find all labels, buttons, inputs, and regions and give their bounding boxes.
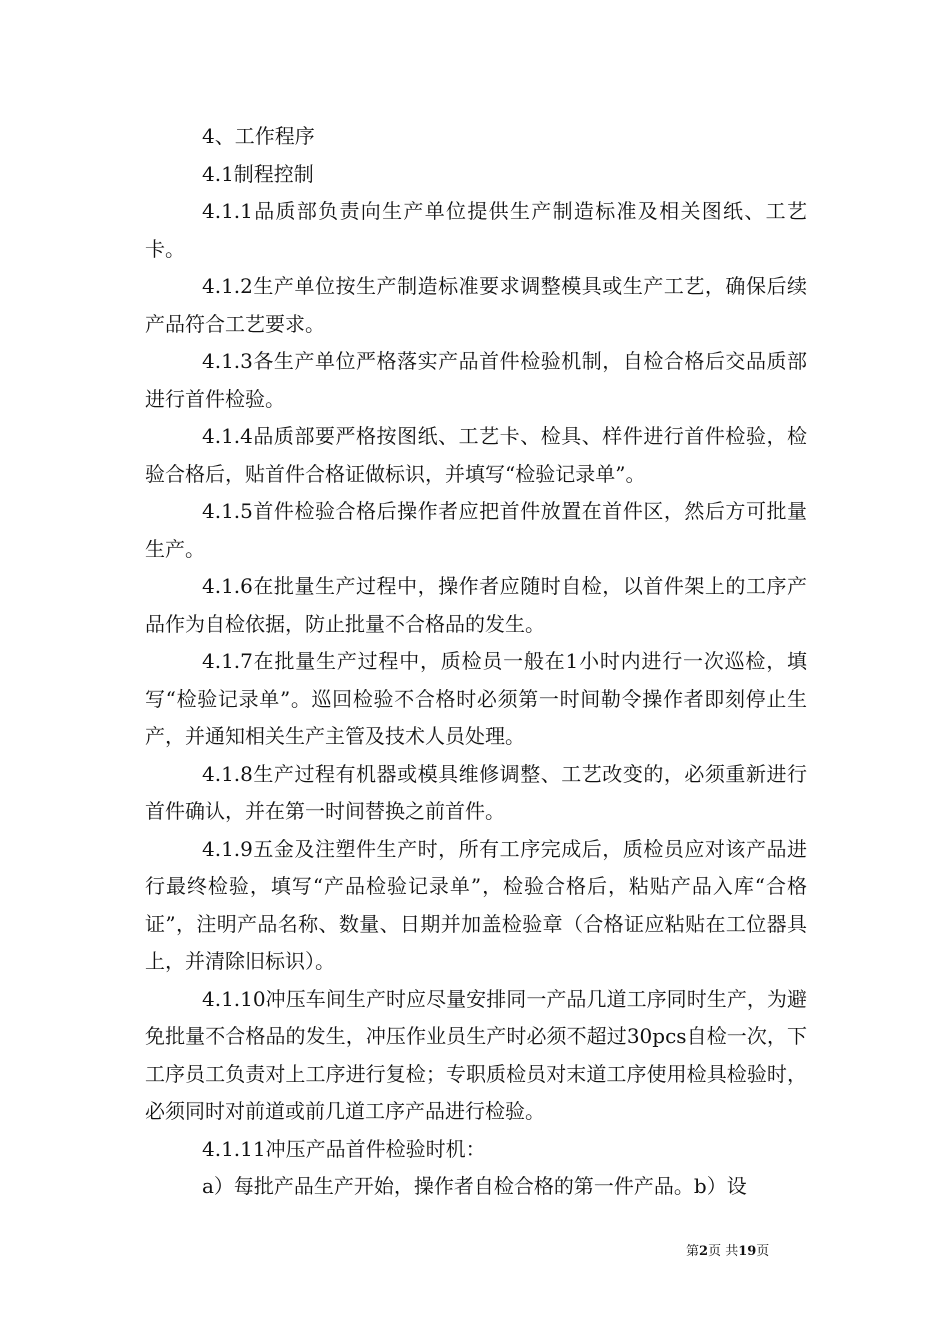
- section-heading: 4、工作程序: [202, 124, 315, 148]
- footer-prefix: 第: [686, 1244, 700, 1259]
- paragraph-4-1-8: 4.1.8生产过程有机器或模具维修调整、工艺改变的，必须重新进行首件确认，并在第一时间替换之前首件。: [145, 761, 807, 823]
- page-footer: [686, 1240, 846, 1259]
- paragraph-item-a: a）每批产品生产开始，操作者自检合格的第一件产品。b）设: [202, 1174, 747, 1198]
- paragraph-4-1-9: 4.1.9五金及注塑件生产时，所有工序完成后，质检员应对该产品进行最终检验，填写“产品检验记录单”，检验合格后，粘贴产品入库“合格证”，注明产品名称、数量、日期并加盖检验章（合格证应粘贴在工位器具上，并清除旧标识）。: [145, 836, 807, 973]
- paragraph-4-1-1: 4.1.1品质部负责向生产单位提供生产制造标准及相关图纸、工艺卡。: [145, 199, 807, 261]
- footer-middle: 页 共: [708, 1244, 739, 1259]
- paragraph-4-1-5: 4.1.5首件检验合格后操作者应把首件放置在首件区，然后方可批量生产。: [145, 499, 807, 561]
- document-body: [145, 118, 807, 1206]
- paragraph-4-1-11: 4.1.11冲压产品首件检验时机：: [202, 1136, 486, 1161]
- paragraph-4-1-7: 4.1.7在批量生产过程中，质检员一般在1小时内进行一次巡检，填写“检验记录单”。巡回检验不合格时必须第一时间勒令操作者即刻停止生产，并通知相关生产主管及技术人员处理。: [145, 649, 807, 748]
- paragraph-4-1-2: 4.1.2生产单位按生产制造标准要求调整模具或生产工艺，确保后续产品符合工艺要求。: [145, 274, 807, 336]
- footer-suffix: 页: [756, 1244, 770, 1259]
- paragraph-4-1-4: 4.1.4品质部要严格按图纸、工艺卡、检具、样件进行首件检验，检验合格后，贴首件合格证做标识，并填写“检验记录单”。: [145, 424, 807, 486]
- current-page-number: 2: [699, 1244, 709, 1259]
- paragraph-4-1-6: 4.1.6在批量生产过程中，操作者应随时自检，以首件架上的工序产品作为自检依据，防止批量不合格品的发生。: [145, 574, 807, 636]
- total-page-number: 19: [738, 1244, 757, 1259]
- subsection-heading: 4.1制程控制: [202, 161, 314, 186]
- paragraph-4-1-10: 4.1.10冲压车间生产时应尽量安排同一产品几道工序同时生产，为避免批量不合格品的发生，冲压作业员生产时必须不超过30pcs自检一次，下工序员工负责对上工序进行复检；专职质检员对末道工序使用检具检验时，必须同时对前道或前几道工序产品进行检验。: [145, 986, 807, 1123]
- paragraph-4-1-3: 4.1.3各生产单位严格落实产品首件检验机制，自检合格后交品质部进行首件检验。: [145, 349, 807, 411]
